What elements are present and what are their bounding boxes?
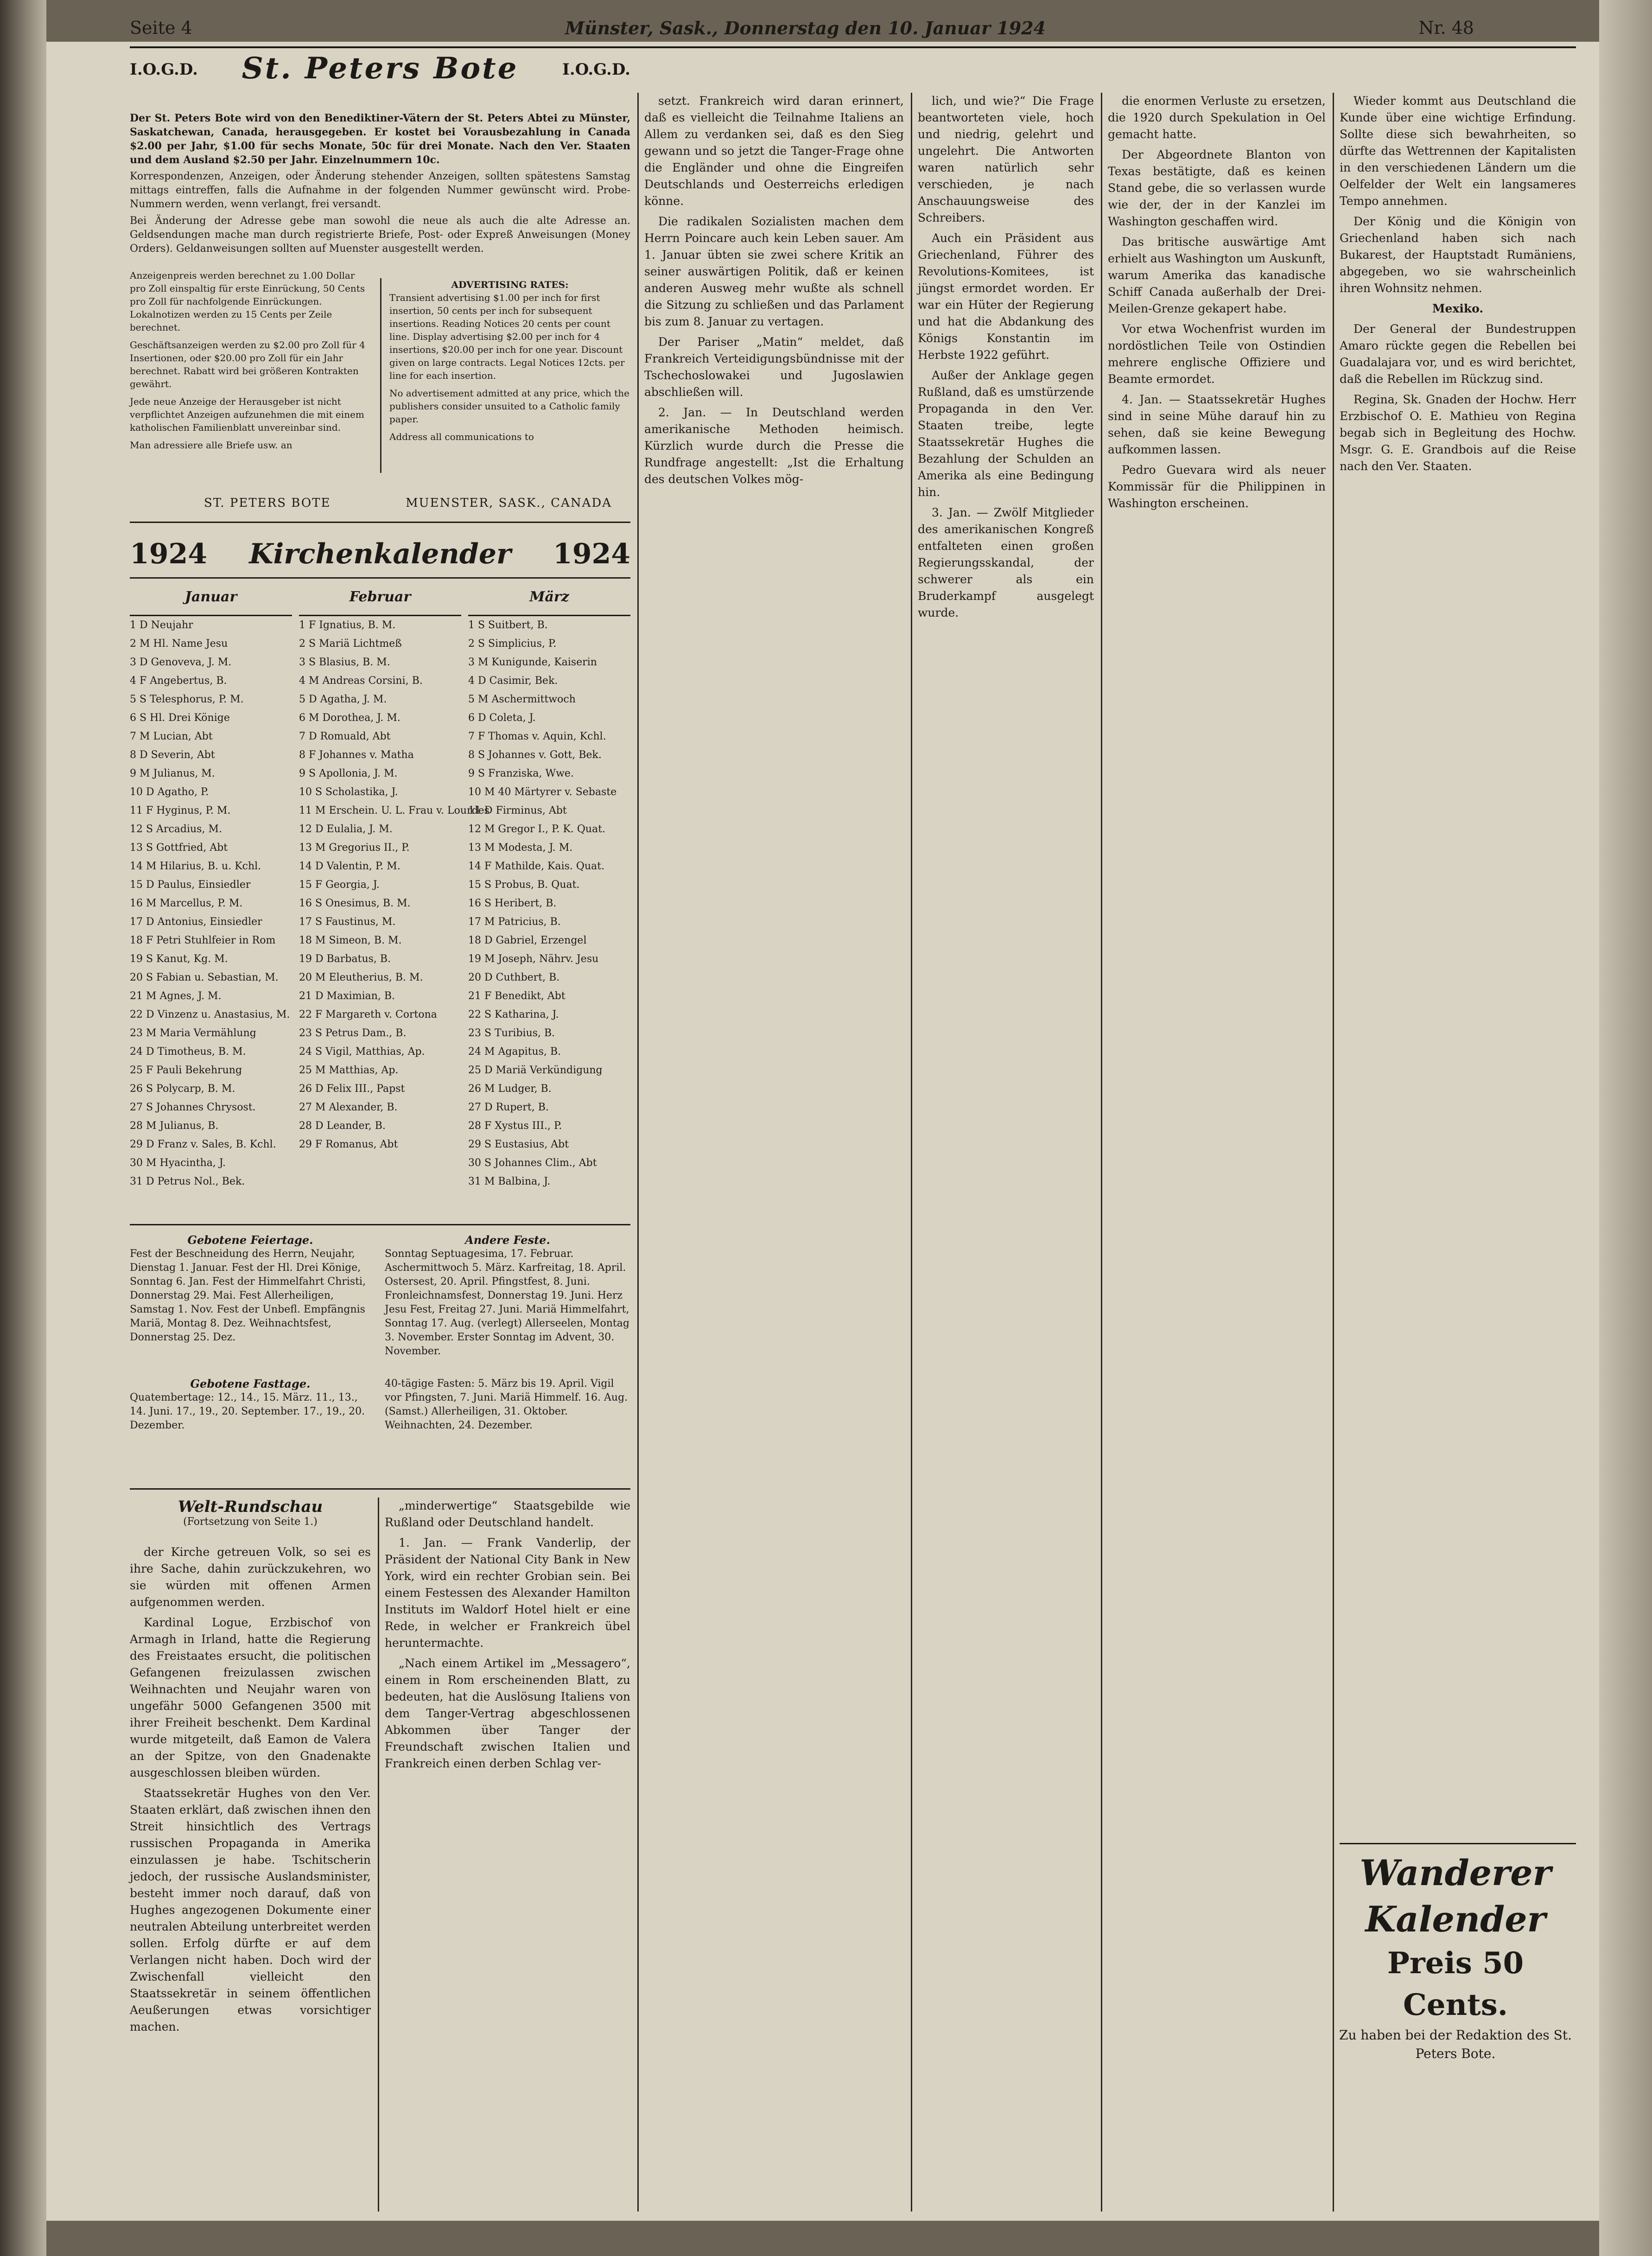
issue-number: Nr. 48 (1418, 18, 1474, 38)
ad-top-rule (1340, 1843, 1576, 1844)
article-paragraph: 3. Jan. — Zwölf Mitglieder des amerikanischen Kongreß entfalteten einen großen Regierungsskandal, der schwerer als ein Bruderkampf ausgelegt wurde. (918, 506, 1094, 619)
calendar-day: 19 D Barbatus, B. (299, 953, 391, 965)
page-header (130, 14, 1474, 42)
calendar-title-bar (130, 533, 630, 575)
masthead (130, 51, 630, 107)
calendar-day: 4 M Andreas Corsini, B. (299, 675, 423, 687)
dateline: Münster, Sask., Donnerstag den 10. Januar 1924 (565, 17, 1046, 38)
ad-line-2: Kalender (1365, 1899, 1546, 1940)
rundschau-continued: (Fortsetzung von Seite 1.) (183, 1516, 318, 1528)
ad-price: Preis 50 Cents. (1387, 1946, 1524, 2022)
calendar-month-name: März (468, 589, 630, 616)
calendar-day: 25 D Mariä Verkündigung (468, 1064, 603, 1076)
article-paragraph: lich, und wie?“ Die Frage beantworteten viele, hoch und niedrig, gelehrt und ungelehrt. Die Antworten waren natürlich sehr verschieden, je nach Anschauungsweise des Schreibers. (918, 94, 1094, 224)
article-paragraph: 2. Jan. — In Deutschland werden amerikanische Methoden heimisch. Kürzlich wurde durch die Presse die Rundfrage angestellt: „Ist die Erhaltung des deutschen Volkes mög- (644, 406, 904, 486)
calendar-day: 20 S Fabian u. Sebastian, M. (130, 972, 279, 983)
book-spine (0, 0, 46, 2256)
calendar-day: 22 D Vinzenz u. Anastasius, M. (130, 1009, 290, 1020)
calendar-day: 27 M Alexander, B. (299, 1102, 398, 1113)
calendar-year-right: 1924 (553, 538, 630, 570)
calendar-day: 18 F Petri Stuhlfeier in Rom (130, 935, 276, 946)
fast-days-heading: Gebotene Fasttage. (190, 1377, 311, 1390)
article-paragraph: 1. Jan. — Frank Vanderlip, der Präsident der National City Bank in New York, wird ein rechter Grobian sein. Bei einem Festessen des Alexander Hamilton Instituts im Waldorf Hotel hielt er eine Rede, in welcher er Frankreich übel heruntermachte. (385, 1536, 630, 1650)
calendar-day: 6 M Dorothea, J. M. (299, 712, 400, 724)
address-line-en: Address all communications to (389, 431, 534, 442)
article-column-3 (644, 93, 904, 2211)
calendar-day: 5 D Agatha, J. M. (299, 694, 387, 705)
calendar-day: 7 M Lucian, Abt (130, 731, 213, 742)
calendar-day: 23 S Turibius, B. (468, 1027, 555, 1039)
masthead-tag-left: I.O.G.D. (130, 60, 198, 79)
calendar-day: 12 D Eulalia, J. M. (299, 823, 393, 835)
calendar-day: 2 S Mariä Lichtmeß (299, 638, 402, 650)
feasts-heading: Gebotene Feiertage. (187, 1233, 313, 1247)
calendar-day: 12 M Gregor I., P. K. Quat. (468, 823, 606, 835)
column-divider (911, 93, 912, 2211)
calendar-day: 28 M Julianus, B. (130, 1120, 219, 1132)
calendar-day: 18 D Gabriel, Erzengel (468, 935, 587, 946)
article-paragraph: Wieder kommt aus Deutschland die Kunde über eine wichtige Erfindung. Sollte diese sich bewahrheiten, so dürfte das Wettrennen der Kapitalisten in den verschiedenen Ländern um die Oelfelder der Welt ein langsameres Tempo annehmen. (1340, 94, 1576, 208)
calendar-day: 8 D Severin, Abt (130, 749, 215, 761)
calendar-day: 24 S Vigil, Matthias, Ap. (299, 1046, 425, 1058)
publisher-place: MUENSTER, SASK., CANADA (406, 496, 612, 510)
masthead-title: St. Peters Bote (241, 51, 519, 86)
article-paragraph: „minderwertige“ Staatsgebilde wie Rußland oder Deutschland handelt. (385, 1499, 630, 1529)
calendar-day: 24 D Timotheus, B. M. (130, 1046, 246, 1058)
ad-rates-en-1: Transient advertising $1.00 per inch for first insertion, 50 cents per inch for subsequent insertions. Reading Notices 20 cents per count line. Display advertising $2.00 per inch for 4 insertions, $20.00 per inch for one year. Discount given on large contracts. Legal Notices 12cts. per line for each insertion. (389, 292, 625, 381)
article-paragraph: Staatssekretär Hughes von den Ver. Staaten erklärt, daß zwischen ihnen den Streit hinsichtlich des Vertrags russischen Propaganda in Amerika einzulassen je habe. Tschitscherin jedoch, der russische Auslandsminister, besteht immer noch darauf, daß von Hughes angezogenen Dokumente einer neutralen Abteilung unterbreitet werden sollen. Erfolg dürfte er auf dem Verlangen nicht haben. Doch wird der Zwischenfall vielleicht den Staatssekretär in seinem öffentlichen Aeußerungen etwas vorsichtiger machen. (130, 1786, 371, 2033)
calendar-day: 8 F Johannes v. Matha (299, 749, 414, 761)
calendar-day: 17 D Antonius, Einsiedler (130, 916, 262, 928)
calendar-day: 13 S Gottfried, Abt (130, 842, 228, 854)
calendar-day: 2 S Simplicius, P. (468, 638, 557, 650)
calendar-day: 24 M Agapitus, B. (468, 1046, 561, 1058)
calendar-day: 5 S Telesphorus, P. M. (130, 694, 244, 705)
calendar-day: 5 M Aschermittwoch (468, 694, 576, 705)
address-change-info: Bei Änderung der Adresse gebe man sowohl die neue als auch die alte Adresse an. Geldsendungen mache man durch registrierte Briefe, Post- oder Expreß Anweisungen (Money Orders). Geldanweisungen sollten auf Muenster ausgestellt werden. (130, 215, 630, 255)
article-paragraph: Der Abgeordnete Blanton von Texas bestätigte, daß es keinen Stand gebe, die so verlassen wurde wie der, der in der Kanzlei im Washington geschaffen wird. (1108, 148, 1326, 228)
article-paragraph: Das britische auswärtige Amt erhielt aus Washington um Auskunft, warum Amerika das kanadische Schiff Canada außerhalb der Drei-Meilen-Grenze gekapert habe. (1108, 235, 1326, 315)
fast-days-block (130, 1377, 371, 1433)
masthead-info (130, 111, 630, 259)
calendar-day: 1 D Neujahr (130, 619, 193, 631)
article-paragraph: Vor etwa Wochenfrist wurden im nordöstlichen Teile von Ostindien mehrere englische Offiziere und Beamte ermordet. (1108, 322, 1326, 386)
calendar-month-name: Januar (130, 589, 292, 616)
calendar-day: 7 D Romuald, Abt (299, 731, 391, 742)
page-number: Seite 4 (130, 18, 192, 38)
calendar-month-column (468, 589, 630, 1191)
calendar-day: 6 S Hl. Drei Könige (130, 712, 230, 724)
calendar-day: 26 D Felix III., Papst (299, 1083, 405, 1095)
column-divider (637, 93, 639, 2211)
calendar-day: 3 D Genoveva, J. M. (130, 656, 232, 668)
feasts-block (130, 1233, 371, 1345)
wanderer-kalender-ad (1335, 1850, 1576, 2109)
article-paragraph: Regina, Sk. Gnaden der Hochw. Herr Erzbischof O. E. Mathieu von Regina begab sich in Begleitung des Hochw. Msgr. G. E. Grandbois auf die Reise nach den Ver. Staaten. (1340, 393, 1576, 473)
rundschau-header (130, 1498, 371, 1528)
calendar-day: 27 D Rupert, B. (468, 1102, 549, 1113)
calendar-day: 17 S Faustinus, M. (299, 916, 396, 928)
calendar-day: 4 D Casimir, Bek. (468, 675, 558, 687)
ad-rates-en-2: No advertisement admitted at any price, which the publishers consider unsuited to a Catholic family paper. (389, 388, 629, 425)
calendar-day: 1 S Suitbert, B. (468, 619, 548, 631)
calendar-day: 16 S Heribert, B. (468, 898, 557, 909)
calendar-day: 14 F Mathilde, Kais. Quat. (468, 860, 605, 872)
fast-days-text-2: 40-tägige Fasten: 5. März bis 19. April. Vigil vor Pfingsten, 7. Juni. Mariä Himmelf. 16. Aug. (Samst.) Allerheiligen, 31. Oktober. Weihnachten, 24. Dezember. (385, 1378, 628, 1431)
article-paragraph: Der Pariser „Matin“ meldet, daß Frankreich Verteidigungsbündnisse mit der Tschechoslowakei und Jugoslawien abschließen will. (644, 335, 904, 399)
calendar-day: 28 D Leander, B. (299, 1120, 386, 1132)
ad-rates-de-2: Geschäftsanzeigen werden zu $2.00 pro Zoll für 4 Insertionen, oder $20.00 pro Zoll für ein Jahr berechnet. Rabatt wird bei größeren Kontrakten gewährt. (130, 339, 365, 389)
publisher-address (204, 496, 612, 510)
calendar-day: 29 F Romanus, Abt (299, 1139, 398, 1150)
masthead-tag-right: I.O.G.D. (562, 60, 630, 79)
calendar-day: 21 F Benedikt, Abt (468, 990, 565, 1002)
calendar-day: 16 M Marcellus, P. M. (130, 898, 243, 909)
rundschau-title: Welt-Rundschau (178, 1498, 323, 1516)
article-paragraph: Der General der Bundestruppen Amaro rückte gegen die Rebellen bei Guadalajara vor, und es wird berichtet, daß die Rebellen im Rückzug sind. (1340, 322, 1576, 386)
article-paragraph: Kardinal Logue, Erzbischof von Armagh in Irland, hatte die Regierung des Freistaates ersucht, die politischen Gefangenen freizulassen zwischen Weihnachten und Neujahr waren von ungefähr 5000 Gefangenen 3500 mit ihrer Freiheit beschenkt. Dem Kardinal wurde mitgeteilt, daß Eamon de Valera an der Spitze, von den Gnadenakte ausgeschlossen bleiben würden. (130, 1616, 371, 1779)
calendar-day: 15 S Probus, B. Quat. (468, 879, 580, 891)
column-divider (1333, 93, 1334, 2211)
column-divider (1101, 93, 1102, 2211)
calendar-day: 10 M 40 Märtyrer v. Sebaste (468, 786, 617, 798)
article-column-5 (1108, 93, 1326, 2211)
calendar-day: 27 S Johannes Chrysost. (130, 1102, 256, 1113)
calendar-day: 3 S Blasius, B. M. (299, 656, 390, 668)
ad-rates-de-3: Jede neue Anzeige der Herausgeber ist nicht verpflichtet Anzeigen aufzunehmen die mit einem katholischen Familienblatt unvereinbar sind. (130, 396, 364, 433)
calendar-day: 19 M Joseph, Nährv. Jesu (468, 953, 599, 965)
ad-divider (380, 278, 381, 473)
calendar-day: 4 F Angebertus, B. (130, 675, 227, 687)
subscription-info: Der St. Peters Bote wird von den Benediktiner-Vätern der St. Peters Abtei zu Münster, Saskatchewan, Canada, herausgegeben. Er kostet bei Vorausbezahlung in Canada $2.00 per Jahr, $1.00 für sechs Monate, 50c für drei Monate. Nach den Ver. Staaten und dem Ausland $2.50 per Jahr. Einzelnummern 10c. (130, 112, 630, 166)
calendar-day: 2 M Hl. Name Jesu (130, 638, 228, 650)
calendar-day: 11 M Erschein. U. L. Frau v. Lourdes (299, 805, 489, 816)
calendar-day: 19 S Kanut, Kg. M. (130, 953, 228, 965)
calendar-day: 9 S Franziska, Wwe. (468, 768, 574, 779)
calendar-day: 8 S Johannes v. Gott, Bek. (468, 749, 602, 761)
calendar-day: 25 M Matthias, Ap. (299, 1064, 399, 1076)
article-paragraph: setzt. Frankreich wird daran erinnert, daß es vielleicht die Teilnahme Italiens an Allem zu verdanken sei, daß es den Sieg gewann und so jetzt die Tanger-Frage ohne die Engländer und ohne die Eingreifen Deutschlands und Oesterreichs erledigen könne. (644, 94, 904, 208)
calendar-day: 31 D Petrus Nol., Bek. (130, 1176, 245, 1187)
fast-days-text: Quatembertage: 12., 14., 15. März. 11., 13., 14. Juni. 17., 19., 20. September. 17., 19., 20. Dezember. (130, 1392, 365, 1431)
calendar-day: 12 S Arcadius, M. (130, 823, 222, 835)
rundschau-rule (130, 1488, 630, 1490)
calendar-day: 11 F Hyginus, P. M. (130, 805, 231, 816)
calendar-month-column (130, 589, 292, 1191)
calendar-day: 25 F Pauli Bekehrung (130, 1064, 242, 1076)
calendar-day: 26 S Polycarp, B. M. (130, 1083, 235, 1095)
ad-rates-de-1: Anzeigenpreis werden berechnet zu 1.00 Dollar pro Zoll einspaltig für erste Einrückung, 50 Cents pro Zoll für nachfolgende Einrückungen. Lokalnotizen werden zu 15 Cents per Zeile berechnet. (130, 270, 365, 333)
article-paragraph: Auch ein Präsident aus Griechenland, Führer des Revolutions-Komitees, ist jüngst ermordet worden. Er war ein Hüter der Regierung und hat die Abdankung des Königs Konstantin im Herbste 1922 geführt. (918, 231, 1094, 362)
article-column-2 (385, 1498, 630, 2211)
other-feasts-text: Sonntag Septuagesima, 17. Februar. Aschermittwoch 5. März. Karfreitag, 18. April. Ostersest, 20. April. Pfingstfest, 8. Juni. Fronleichnamsfest, Donnerstag 19. Juni. Herz Jesu Fest, Freitag 27. Juni. Mariä Himmelfahrt, Sonntag 17. Aug. (verlegt) Allerseelen, Montag 3. November. Erster Sonntag im Advent, 30. November. (385, 1248, 629, 1357)
header-rule (130, 46, 1576, 48)
calendar-day: 20 D Cuthbert, B. (468, 972, 560, 983)
calendar-day: 21 D Maximian, B. (299, 990, 395, 1002)
correspondence-info: Korrespondenzen, Anzeigen, oder Änderung stehender Anzeigen, sollten spätestens Samstag mittags eintreffen, falls die Aufnahme in der folgenden Nummer gewünscht wird. Probe-Nummern werden, wenn verlangt, frei versandt. (130, 171, 630, 210)
calendar-day: 17 M Patricius, B. (468, 916, 561, 928)
calendar-day: 13 M Modesta, J. M. (468, 842, 573, 854)
article-paragraph: Pedro Guevara wird als neuer Kommissär für die Philippinen in Washington erscheinen. (1108, 463, 1326, 510)
calendar-day: 22 S Katharina, J. (468, 1009, 559, 1020)
article-paragraph: Mexiko. (1432, 302, 1484, 315)
article-paragraph: Die radikalen Sozialisten machen dem Herrn Poincare auch kein Leben sauer. Am 1. Januar übten sie zwei schere Kritik an seiner auswärtigen Politik, daß er keinen anderen Ausweg mehr wußte als schnell die Sitzung zu schließen und das Parlament bis zum 8. Januar zu vertagen. (644, 215, 904, 328)
calendar-month-name: Februar (299, 589, 461, 616)
ad-rates-heading: ADVERTISING RATES: (451, 279, 569, 290)
other-feasts-heading: Andere Feste. (465, 1233, 550, 1247)
column-divider (378, 1498, 379, 2211)
publisher-name: ST. PETERS BOTE (204, 496, 331, 510)
article-paragraph: die enormen Verluste zu ersetzen, die 1920 durch Spekulation in Oel gemacht hatte. (1108, 94, 1326, 141)
calendar-day: 7 F Thomas v. Aquin, Kchl. (468, 731, 606, 742)
calendar-day: 9 S Apollonia, J. M. (299, 768, 398, 779)
calendar-year-left: 1924 (130, 538, 207, 570)
calendar-day: 15 F Georgia, J. (299, 879, 380, 891)
feasts-text: Fest der Beschneidung des Herrn, Neujahr, Dienstag 1. Januar. Fest der Hl. Drei Könige, Sonntag 6. Jan. Fest der Himmelfahrt Christi, Donnerstag 29. Mai. Fest Allerheiligen, Samstag 1. Nov. Fest der Unbefl. Empfängnis Mariä, Montag 8. Dez. Weihnachtsfest, Donnerstag 25. Dez. (130, 1248, 366, 1343)
article-paragraph: 4. Jan. — Staatssekretär Hughes sind in seine Mühe darauf hin zu sehen, daß sie keine Bewegung aufkommen lassen. (1108, 393, 1326, 456)
calendar-day: 13 M Gregorius II., P. (299, 842, 410, 854)
calendar-day: 15 D Paulus, Einsiedler (130, 879, 251, 891)
calendar-day: 21 M Agnes, J. M. (130, 990, 222, 1002)
article-column-1 (130, 1544, 371, 2211)
article-column-6 (1340, 93, 1576, 1836)
calendar-day: 6 D Coleta, J. (468, 712, 536, 724)
calendar-day: 30 S Johannes Clim., Abt (468, 1157, 597, 1169)
fast-days-block-2 (385, 1377, 630, 1433)
calendar-day: 29 S Eustasius, Abt (468, 1139, 569, 1150)
church-calendar (130, 589, 630, 1229)
calendar-day: 9 M Julianus, M. (130, 768, 215, 779)
calendar-day: 23 S Petrus Dam., B. (299, 1027, 407, 1039)
calendar-title: Kirchenkalender (249, 538, 511, 570)
calendar-day: 14 M Hilarius, B. u. Kchl. (130, 860, 261, 872)
article-paragraph: Der König und die Königin von Griechenland haben sich nach Bukarest, der Hauptstadt Rumäniens, abgegeben, wo sie wahrscheinlich ihren Wohnsitz nehmen. (1340, 215, 1576, 295)
masthead-rule (130, 522, 630, 523)
calendar-month-column (299, 589, 489, 1154)
calendar-day: 23 M Maria Vermählung (130, 1027, 256, 1039)
calendar-bottom-rule (130, 1224, 630, 1225)
ad-rates-english (389, 278, 630, 443)
article-paragraph: Außer der Anklage gegen Rußland, daß es umstürzende Propaganda in den Ver. Staaten treibe, legte Staatssekretär Hughes die Bezahlung der Schulden an Amerika als eine Bedingung hin. (918, 369, 1094, 499)
calendar-day: 18 M Simeon, B. M. (299, 935, 402, 946)
other-feasts-block (385, 1233, 630, 1358)
article-paragraph: „Nach einem Artikel im „Messagero“, einem in Rom erscheinenden Blatt, zu bedeuten, hat die Auslösung Italiens von dem Tanger-Vertrag abgeschlossenen Abkommen über Tanger der Freundschaft zwischen Italien und Frankreich einen derben Schlag ver- (385, 1657, 630, 1770)
next-page-edge (1599, 0, 1652, 2256)
ad-note: Zu haben bei der Redaktion des St. Peters Bote. (1339, 2027, 1572, 2061)
calendar-day: 28 F Xystus III., P. (468, 1120, 562, 1132)
calendar-day: 26 M Ludger, B. (468, 1083, 552, 1095)
calendar-day: 10 D Agatho, P. (130, 786, 209, 798)
calendar-day: 14 D Valentin, P. M. (299, 860, 400, 872)
calendar-day: 22 F Margareth v. Cortona (299, 1009, 437, 1020)
calendar-day: 31 M Balbina, J. (468, 1176, 551, 1187)
calendar-day: 29 D Franz v. Sales, B. Kchl. (130, 1139, 276, 1150)
calendar-day: 11 D Firminus, Abt (468, 805, 567, 816)
calendar-day: 16 S Onesimus, B. M. (299, 898, 411, 909)
address-line-de: Man adressiere alle Briefe usw. an (130, 440, 292, 451)
calendar-day: 20 M Eleutherius, B. M. (299, 972, 423, 983)
calendar-day: 10 S Scholastika, J. (299, 786, 398, 798)
article-paragraph: der Kirche getreuen Volk, so sei es ihre Sache, dahin zurückzukehren, wo sie würden mit offenen Armen aufgenommen werden. (130, 1545, 371, 1609)
calendar-day: 1 F Ignatius, B. M. (299, 619, 396, 631)
ad-rates-german (130, 269, 371, 452)
calendar-day: 3 M Kunigunde, Kaiserin (468, 656, 597, 668)
calendar-rule (130, 577, 630, 579)
calendar-day: 30 M Hyacintha, J. (130, 1157, 226, 1169)
ad-line-1: Wanderer (1360, 1852, 1551, 1893)
article-column-4 (918, 93, 1094, 2211)
